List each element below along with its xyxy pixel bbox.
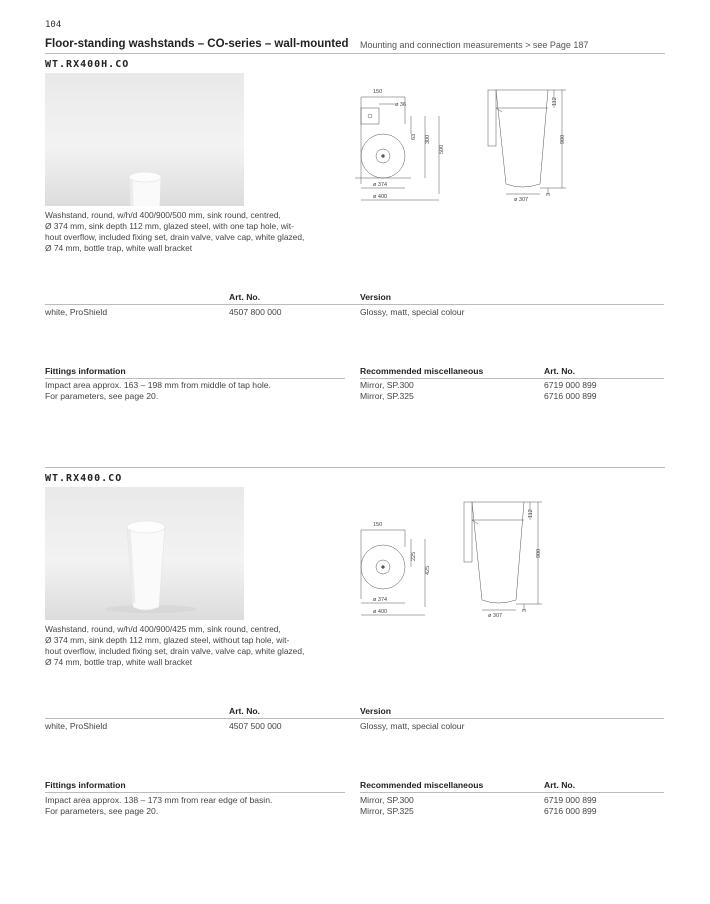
page-title: Floor-standing washstands – CO-series – wall-mounted — [45, 38, 349, 50]
table-divider — [360, 718, 664, 719]
artno-cell: 4507 800 000 — [229, 307, 282, 317]
dim-label: ø 36 — [395, 102, 407, 108]
table-divider — [360, 304, 664, 305]
dim-label: 150 — [373, 89, 383, 95]
description-line: hout overflow, included fixing set, drain valve, valve cap, white glazed, — [45, 646, 305, 656]
washstand-image — [45, 73, 244, 206]
description-line: Washstand, round, w/h/d 400/900/500 mm, sink round, centred, — [45, 210, 281, 220]
dim-label: 225 — [411, 551, 417, 561]
product-description — [45, 210, 345, 254]
page-number: 104 — [45, 20, 62, 30]
product-description — [45, 624, 345, 668]
dim-label: 3 — [522, 608, 528, 612]
fittings-line: For parameters, see page 20. — [45, 391, 159, 401]
misc-artno-header: Art. No. — [544, 366, 576, 376]
section-divider — [45, 467, 665, 468]
version-cell: Glossy, matt, special colour — [360, 307, 465, 317]
side-drawing — [482, 84, 582, 209]
product-photo — [45, 73, 244, 206]
version-header: Version — [360, 706, 392, 716]
fittings-divider — [45, 378, 345, 379]
dim-label: 900 — [536, 548, 542, 558]
dim-label: 112 — [552, 97, 558, 106]
misc-artno: 6716 000 899 — [544, 806, 597, 816]
fittings-line: For parameters, see page 20. — [45, 806, 159, 816]
plan-drawing — [355, 517, 445, 622]
table-divider — [45, 718, 365, 719]
dim-label: ø 400 — [373, 609, 388, 615]
dim-label: 112 — [528, 509, 534, 518]
fittings-line: Impact area approx. 138 – 173 mm from rear edge of basin. — [45, 795, 273, 805]
dim-label: 63 — [411, 133, 417, 140]
misc-divider — [360, 792, 664, 793]
misc-name: Mirror, SP.300 — [360, 795, 414, 805]
version-cell: Glossy, matt, special colour — [360, 721, 465, 731]
description-line: Ø 74 mm, bottle trap, white wall bracket — [45, 657, 193, 667]
dim-label: ø 307 — [488, 613, 503, 619]
artno-cell: 4507 500 000 — [229, 721, 282, 731]
dim-label: 425 — [425, 565, 431, 575]
description-line: Ø 374 mm, sink depth 112 mm, glazed steel, with one tap hole, wit- — [45, 221, 294, 231]
product-code: WT.RX400.CO — [45, 473, 123, 484]
misc-header: Recommended miscellaneous — [360, 780, 484, 790]
misc-artno-header: Art. No. — [544, 780, 576, 790]
dim-label: 900 — [560, 134, 566, 144]
dim-label: ø 374 — [373, 182, 388, 188]
dim-label: 150 — [373, 522, 383, 528]
artno-header: Art. No. — [229, 706, 261, 716]
dim-label: 500 — [439, 144, 445, 154]
plan-drawing — [355, 84, 455, 209]
variant-cell: white, ProShield — [45, 307, 108, 317]
dim-label: 3 — [546, 192, 552, 196]
misc-artno: 6716 000 899 — [544, 391, 597, 401]
washstand-image — [45, 487, 244, 620]
description-line: Washstand, round, w/h/d 400/900/425 mm, sink round, centred, — [45, 624, 281, 634]
fittings-divider — [45, 792, 345, 793]
dim-label: 300 — [425, 134, 431, 144]
description-line: Ø 74 mm, bottle trap, white wall bracket — [45, 243, 193, 253]
version-header: Version — [360, 292, 392, 302]
fittings-header: Fittings information — [45, 366, 126, 376]
fittings-line: Impact area approx. 163 – 198 mm from middle of tap hole. — [45, 380, 271, 390]
page-subtitle: Mounting and connection measurements > see Page 187 — [360, 40, 589, 50]
misc-name: Mirror, SP.325 — [360, 391, 414, 401]
variant-cell: white, ProShield — [45, 721, 108, 731]
description-line: hout overflow, included fixing set, drain valve, valve cap, white glazed, — [45, 232, 305, 242]
dim-label: ø 307 — [514, 197, 529, 203]
misc-name: Mirror, SP.300 — [360, 380, 414, 390]
misc-header: Recommended miscellaneous — [360, 366, 484, 376]
misc-divider — [360, 378, 664, 379]
product-code: WT.RX400H.CO — [45, 59, 130, 70]
misc-name: Mirror, SP.325 — [360, 806, 414, 816]
artno-header: Art. No. — [229, 292, 261, 302]
header-divider — [45, 53, 665, 54]
description-line: Ø 374 mm, sink depth 112 mm, glazed steel, without tap hole, wit- — [45, 635, 290, 645]
table-divider — [45, 304, 365, 305]
dim-label: ø 400 — [373, 194, 388, 200]
fittings-header: Fittings information — [45, 780, 126, 790]
misc-artno: 6719 000 899 — [544, 795, 597, 805]
misc-artno: 6719 000 899 — [544, 380, 597, 390]
dim-label: ø 374 — [373, 597, 388, 603]
side-drawing — [458, 496, 558, 621]
product-photo — [45, 487, 244, 620]
